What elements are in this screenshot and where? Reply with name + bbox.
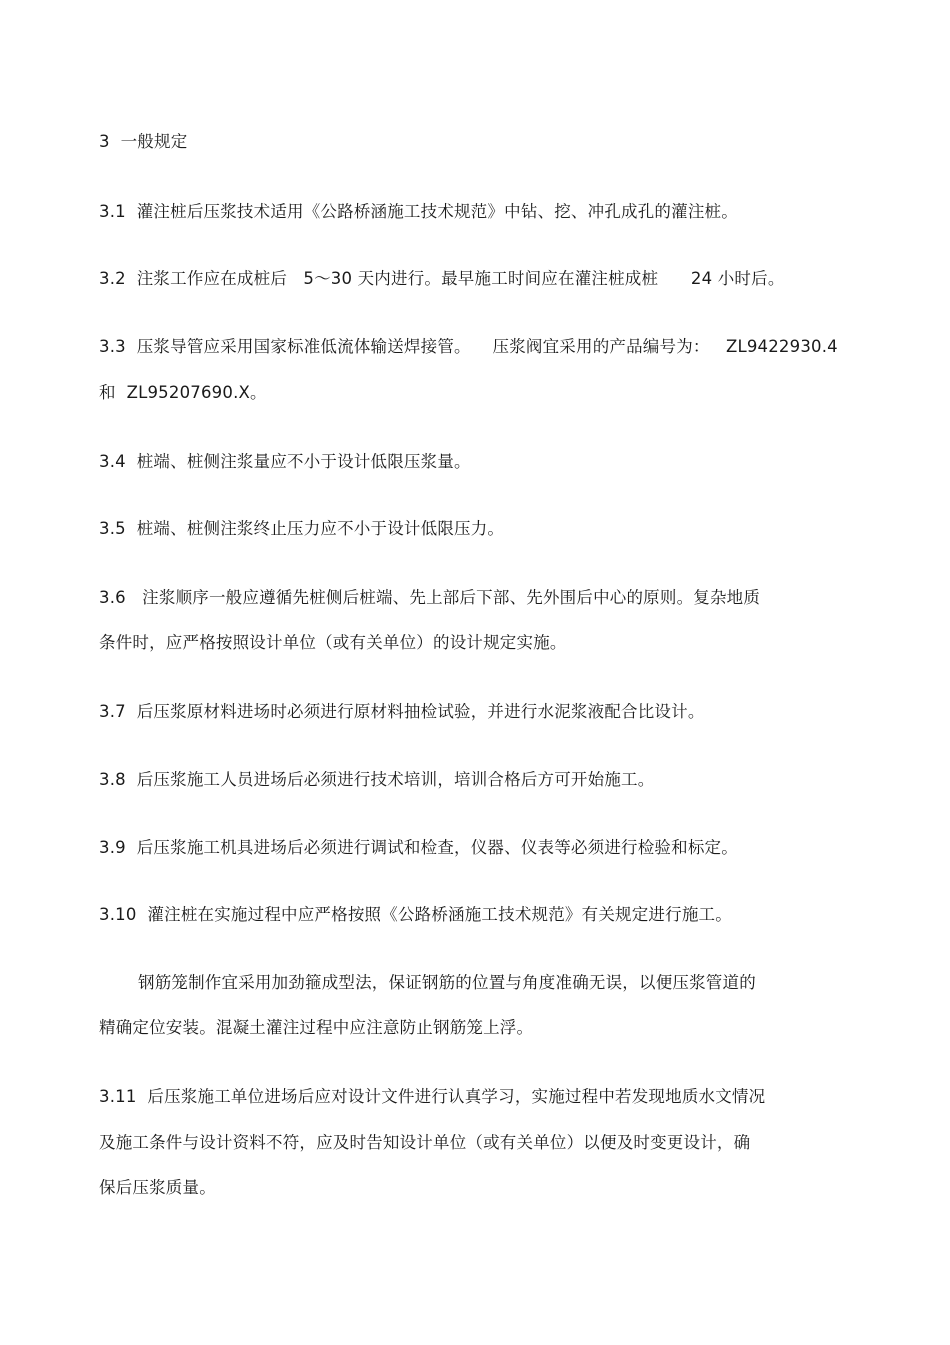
clause-3-3-line-2: 和 ZL95207690.X。 [99,383,267,402]
clause-3-6-line-2: 条件时，应严格按照设计单位（或有关单位）的设计规定实施。 [99,633,567,652]
clause-3-3-line-1: 3.3 压浆导管应采用国家标准低流体输送焊接管。 压浆阀宜采用的产品编号为： ZL9422930.4 [99,337,838,356]
clause-3-10-note-line-1: 钢筋笼制作宜采用加劲箍成型法，保证钢筋的位置与角度准确无误，以便压浆管道的 [138,973,756,992]
clause-3-11-line-2: 及施工条件与设计资料不符，应及时告知设计单位（或有关单位）以便及时变更设计，确 [99,1133,751,1152]
clause-3-11-line-1: 3.11 后压浆施工单位进场后应对设计文件进行认真学习，实施过程中若发现地质水文情况 [99,1087,766,1106]
clause-3-11-line-3: 保后压浆质量。 [99,1178,216,1197]
clause-3-1: 3.1 灌注桩后压浆技术适用《公路桥涵施工技术规范》中钻、挖、冲孔成孔的灌注桩。 [99,202,738,221]
clause-3-5: 3.5 桩端、桩侧注浆终止压力应不小于设计低限压力。 [99,519,505,538]
clause-3-6-line-1: 3.6 注浆顺序一般应遵循先桩侧后桩端、先上部后下部、先外围后中心的原则。复杂地质 [99,588,761,607]
clause-3-9: 3.9 后压浆施工机具进场后必须进行调试和检查，仪器、仪表等必须进行检验和标定。 [99,838,738,857]
clause-3-10: 3.10 灌注桩在实施过程中应严格按照《公路桥涵施工技术规范》有关规定进行施工。 [99,905,732,924]
section-heading: 3 一般规定 [99,132,188,151]
clause-3-2: 3.2 注浆工作应在成桩后 5～30 天内进行。最早施工时间应在灌注桩成桩 24 小时后。 [99,269,785,288]
clause-3-10-note-line-2: 精确定位安装。混凝土灌注过程中应注意防止钢筋笼上浮。 [99,1018,534,1037]
clause-3-7: 3.7 后压浆原材料进场时必须进行原材料抽检试验，并进行水泥浆液配合比设计。 [99,702,705,721]
clause-3-4: 3.4 桩端、桩侧注浆量应不小于设计低限压浆量。 [99,452,471,471]
clause-3-8: 3.8 后压浆施工人员进场后必须进行技术培训，培训合格后方可开始施工。 [99,770,655,789]
